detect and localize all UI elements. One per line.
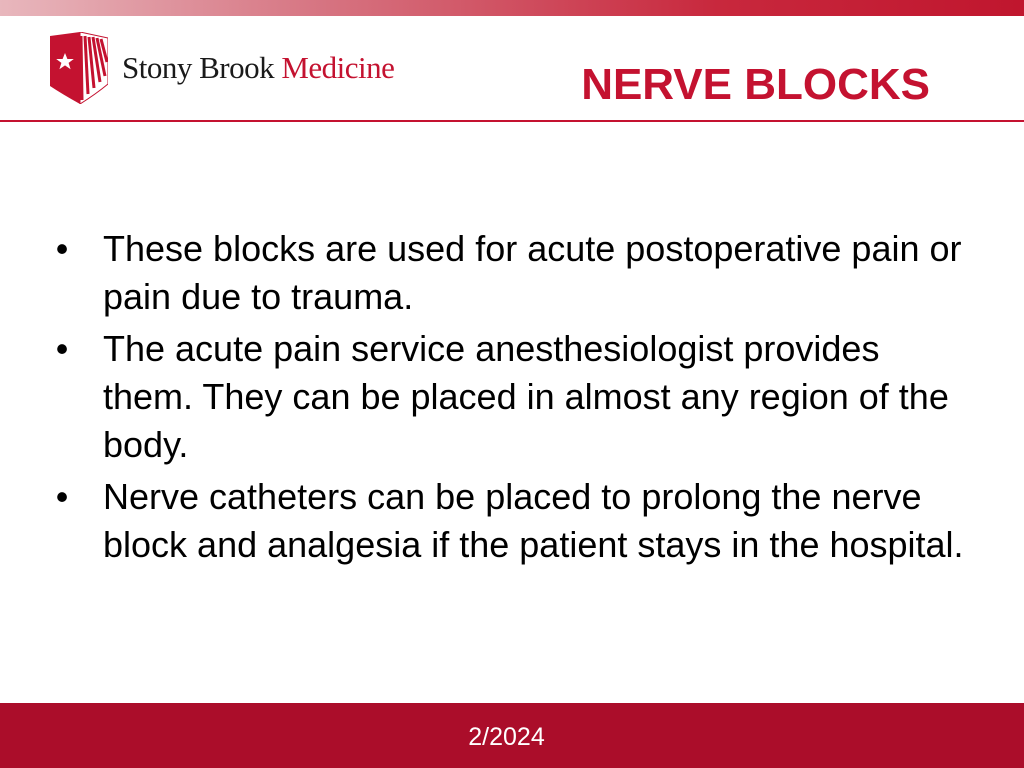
- bullet-text: These blocks are used for acute postoperative pain or pain due to trauma.: [103, 228, 962, 317]
- shield-star-icon: [50, 32, 108, 104]
- bullet-item: [48, 473, 978, 569]
- footer-bar: [0, 703, 1024, 768]
- bullet-marker: •: [55, 328, 69, 369]
- bullet-item: [48, 325, 978, 469]
- bullet-item: [48, 225, 978, 321]
- bullet-text: The acute pain service anesthesiologist provides them. They can be placed in almost any region of the body.: [103, 328, 949, 465]
- bullet-list: [48, 225, 978, 573]
- logo-text-medicine: Medicine: [281, 50, 395, 85]
- logo-text-stony-brook: Stony Brook: [122, 50, 282, 85]
- stony-brook-medicine-logo: [50, 32, 394, 104]
- footer-date: 2/2024: [468, 723, 545, 751]
- top-accent-bar: [0, 0, 1024, 16]
- logo-wordmark: [122, 50, 394, 86]
- bullet-text: Nerve catheters can be placed to prolong the nerve block and analgesia if the patient stays in the hospital.: [103, 476, 964, 565]
- slide-title: NERVE BLOCKS: [581, 60, 930, 109]
- header-divider: [0, 120, 1024, 122]
- bullet-marker: •: [55, 476, 69, 517]
- bullet-marker: •: [55, 228, 69, 269]
